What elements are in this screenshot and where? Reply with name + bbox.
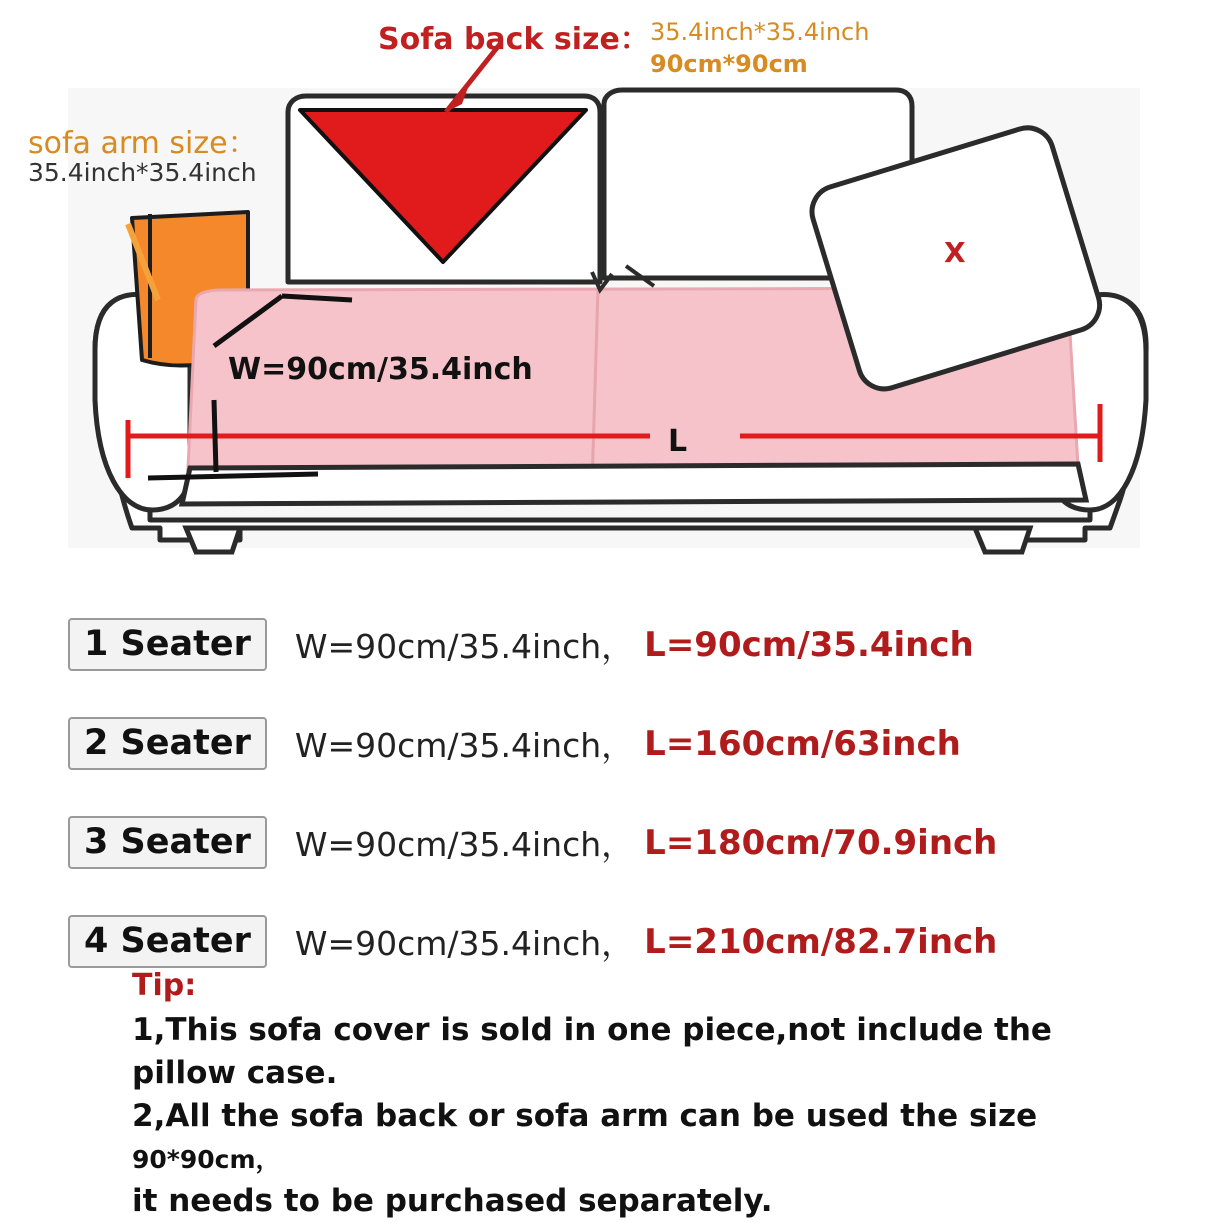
spec-row-2-seater xyxy=(0,694,1214,793)
tip-line-2-size: 90*90cm， xyxy=(132,1145,281,1175)
sofa-arm-size-label: sofa arm size： xyxy=(28,126,258,161)
spec-row-1-seater xyxy=(0,595,1214,694)
sofa-back-size-label: Sofa back size： xyxy=(378,22,650,57)
spec-length: L=210cm/82.7inch xyxy=(644,921,998,962)
tips-title: Tip: xyxy=(132,968,197,1003)
seater-badge: 3 Seater xyxy=(68,816,267,869)
size-spec-list xyxy=(0,595,1214,991)
sofa-back-size-cm: 90cm*90cm xyxy=(650,50,808,78)
tip-line-3: it needs to be purchased separately. xyxy=(132,1183,773,1220)
tip-line-2-text: 2,All the sofa back or sofa arm can be used the size xyxy=(132,1097,1038,1134)
pillow-excluded-marker: X xyxy=(944,236,966,269)
seater-badge: 4 Seater xyxy=(68,915,267,968)
tip-line-2 xyxy=(132,1095,1132,1181)
spec-length: L=90cm/35.4inch xyxy=(644,624,974,665)
seater-badge: 2 Seater xyxy=(68,717,267,770)
seat-width-label: W=90cm/35.4inch xyxy=(228,352,533,387)
spec-width: W=90cm/35.4inch， xyxy=(294,627,635,666)
spec-width: W=90cm/35.4inch， xyxy=(294,726,635,765)
seater-badge: 1 Seater xyxy=(68,618,267,671)
spec-length: L=180cm/70.9inch xyxy=(644,822,998,863)
sofa-arm-size-inch: 35.4inch*35.4inch xyxy=(28,158,257,187)
sofa-diagram xyxy=(0,0,1214,575)
spec-width: W=90cm/35.4inch， xyxy=(294,924,635,963)
tip-line-1: 1,This sofa cover is sold in one piece,not include the pillow case. xyxy=(132,1012,1052,1091)
spec-length: L=160cm/63inch xyxy=(644,723,961,764)
sofa-illustration xyxy=(0,0,1214,575)
tips-block xyxy=(132,968,1132,1223)
spec-width: W=90cm/35.4inch， xyxy=(294,825,635,864)
seat-length-label: L xyxy=(668,424,688,459)
spec-row-3-seater xyxy=(0,793,1214,892)
sofa-back-size-inch: 35.4inch*35.4inch xyxy=(650,18,870,46)
